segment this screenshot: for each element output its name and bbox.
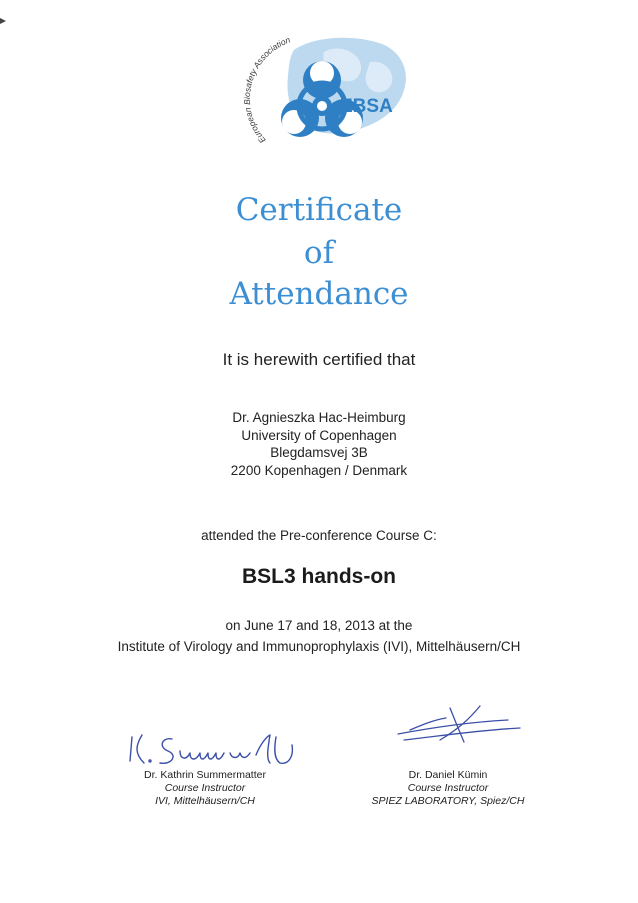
signatory-summermatter <box>110 769 300 808</box>
signatory-org: SPIEZ LABORATORY, Spiez/CH <box>371 795 525 807</box>
signatory-name: Dr. Kathrin Summermatter <box>144 769 266 781</box>
signatory-name: Dr. Daniel Kümin <box>408 769 488 781</box>
signatory-kumin <box>348 769 548 808</box>
signature-summermatter <box>120 715 300 775</box>
attended-text: attended the Pre-conference Course C: <box>201 528 437 543</box>
signatory-role: Course Instructor <box>407 782 489 794</box>
title-attendance: Attendance <box>229 276 409 312</box>
recipient-name: Dr. Agnieszka Hac-Heimburg <box>232 410 406 425</box>
corner-mark <box>0 18 6 24</box>
recipient-street: Blegdamsvej 3B <box>270 445 368 460</box>
title-certificate: Certificate <box>235 192 403 228</box>
course-title: BSL3 hands-on <box>241 565 396 588</box>
recipient-city: 2200 Kopenhagen / Denmark <box>230 462 408 478</box>
recipient-institution: University of Copenhagen <box>241 427 397 443</box>
dates-text: on June 17 and 18, 2013 at the <box>225 618 413 633</box>
institute-text: Institute of Virology and Immunoprophylaxis (IVI), Mittelhäusern/CH <box>117 639 521 654</box>
logo-arc-text: European Biosafety Association <box>241 34 292 146</box>
ebsa-logo <box>236 28 412 168</box>
signatory-role: Course Instructor <box>164 782 246 794</box>
recipient-block <box>0 409 638 479</box>
signature-kumin <box>380 700 530 750</box>
logo-acronym: EBSA <box>340 96 393 117</box>
certified-text: It is herewith certified that <box>222 350 416 369</box>
title-of: of <box>303 235 335 271</box>
signatory-org: IVI, Mittelhäusern/CH <box>155 795 255 807</box>
